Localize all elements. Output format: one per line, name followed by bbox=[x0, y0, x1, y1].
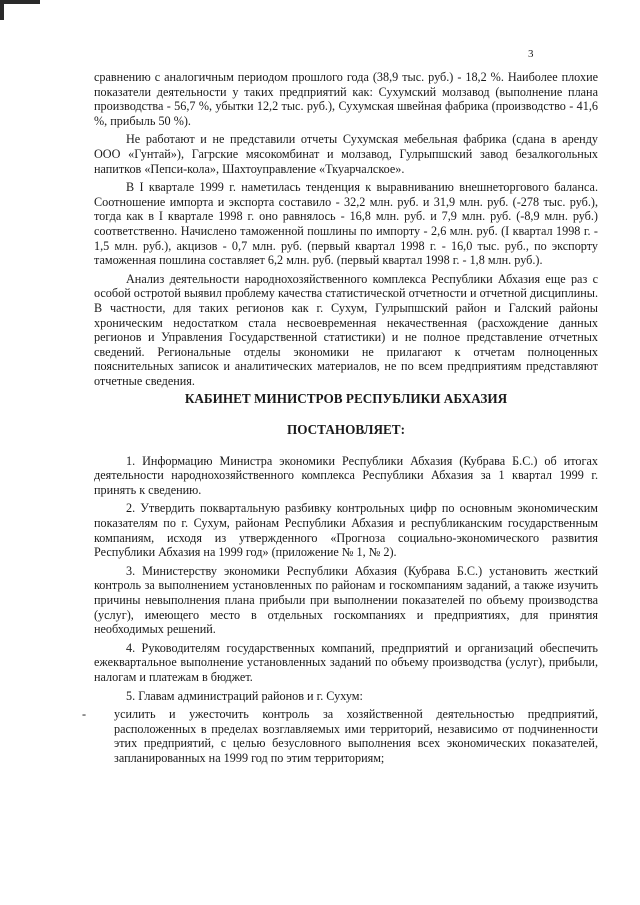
decree-item-1: 1. Информацию Министра экономики Республики Абхазия (Кубрава Б.С.) об итогах деятельности народнохозяйственного комплекса Республики Абхазия за 1 квартал 1999 г. принять к сведению. bbox=[94, 453, 598, 497]
decree-item-3: 3. Министерству экономики Республики Абхазия (Кубрава Б.С.) установить жесткий контроль за выполнением установленных по районам и госкомпаниям заданий, а также изучить причины невыполнения плана прибыли при выполнении показателей по объему производства (услуг), имеющего место в отдельных госкомпаниях и предприятиях, для принятия необходимых решений. bbox=[94, 563, 598, 637]
decree-item-2: 2. Утвердить поквартальную разбивку контрольных цифр по основным экономическим показателям по г. Сухум, районам Республики Абхазия и республиканским государственным компаниям, исходя из утвержденного «Прогноза социально-экономического развития Республики Абхазия на 1999 год» (приложение № 1, № 2). bbox=[94, 501, 598, 560]
paragraph-foreign-trade: В I квартале 1999 г. наметилась тенденция к выравниванию внешнеторгового баланса. Соотношение импорта и экспорта составило - 32,2 млн. руб. и 31,9 млн. руб. (-278 тыс. руб.), тогда как в I квартале 1998 г. оно равнялось - 16,8 млн. руб. и 7,9 млн. руб. (-8,9 млн. руб.) соответственно. Начислено таможенной пошлины по импорту - 2,6 млн. руб. (I квартал 1998 г. - 1,5 млн. руб.), акцизов - 0,7 млн. руб. (первый квартал 1998 г. - 16,0 тыс. руб., по экспорту таможенная пошлина составляет 6,2 млн. руб. (первый квартал 1998 г. - 1,8 млн. руб.). bbox=[94, 180, 598, 268]
list-dash: - bbox=[82, 707, 87, 722]
paragraph-continuation: сравнению с аналогичным периодом прошлого года (38,9 тыс. руб.) - 18,2 %. Наиболее плохие показатели деятельности у таких предприятий как: Сухумский молзавод (выполнение плана производства - 56,7 %, убытки 12,2 тыс. руб.), Сухумская швейная фабрика (производство - 41,6 %, прибыль 50 %). bbox=[94, 70, 598, 128]
subpoint-text: усилить и ужесточить контроль за хозяйственной деятельностью предприятий, расположенных в пределах возглавляемых ими территорий, независимо от подчиненности этих предприятий, с целью безусловного выполнения всех экономических показателей, запланированных на 1999 год по этим территориям; bbox=[114, 707, 598, 765]
document-body bbox=[82, 70, 598, 770]
heading-cabinet-of-ministers: КАБИНЕТ МИНИСТРОВ РЕСПУБЛИКИ АБХАЗИЯ bbox=[184, 391, 508, 407]
page-number: 3 bbox=[528, 48, 534, 60]
scan-edge-mark bbox=[0, 0, 40, 4]
decree-item-4: 4. Руководителям государственных компаний, предприятий и организаций обеспечить ежеквартальное выполнение установленных заданий по объему производства (услуг), прибыли, налогам и платежам в бюджет. bbox=[94, 640, 598, 684]
decree-item-5-subpoint bbox=[82, 707, 598, 765]
paragraph-statistics-analysis: Анализ деятельности народнохозяйственного комплекса Республики Абхазия еще раз с особой остротой выявил проблему качества статистической отчетности и отчетной дисциплины. В частности, для таких регионов как г. Сухум, Гулрыпшский район и Галский районы хроническим недостатком стала несвоевременная некачественная (расхождение данных регионов и Управления Государственной статистики) и не полное представление отчетных сведений. Региональные отделы экономики не прилагают к отчетам полноценных пояснительных записок и аналитических материалов, не по всем предприятиям представляют отчетные сведения. bbox=[94, 271, 598, 388]
paragraph-non-working-enterprises: Не работают и не представили отчеты Сухумская мебельная фабрика (сдана в аренду ООО «Гунтай»), Гагрские мясокомбинат и молзавод, Гулрыпшский завод безалкогольных напитков «Пепси-кола», Шахтоуправление «Ткуарчалское». bbox=[94, 132, 598, 176]
heading-decrees: ПОСТАНОВЛЯЕТ: bbox=[286, 422, 405, 438]
scan-edge-mark-vertical bbox=[0, 0, 4, 20]
decree-item-5: 5. Главам администраций районов и г. Сухум: bbox=[126, 688, 363, 703]
